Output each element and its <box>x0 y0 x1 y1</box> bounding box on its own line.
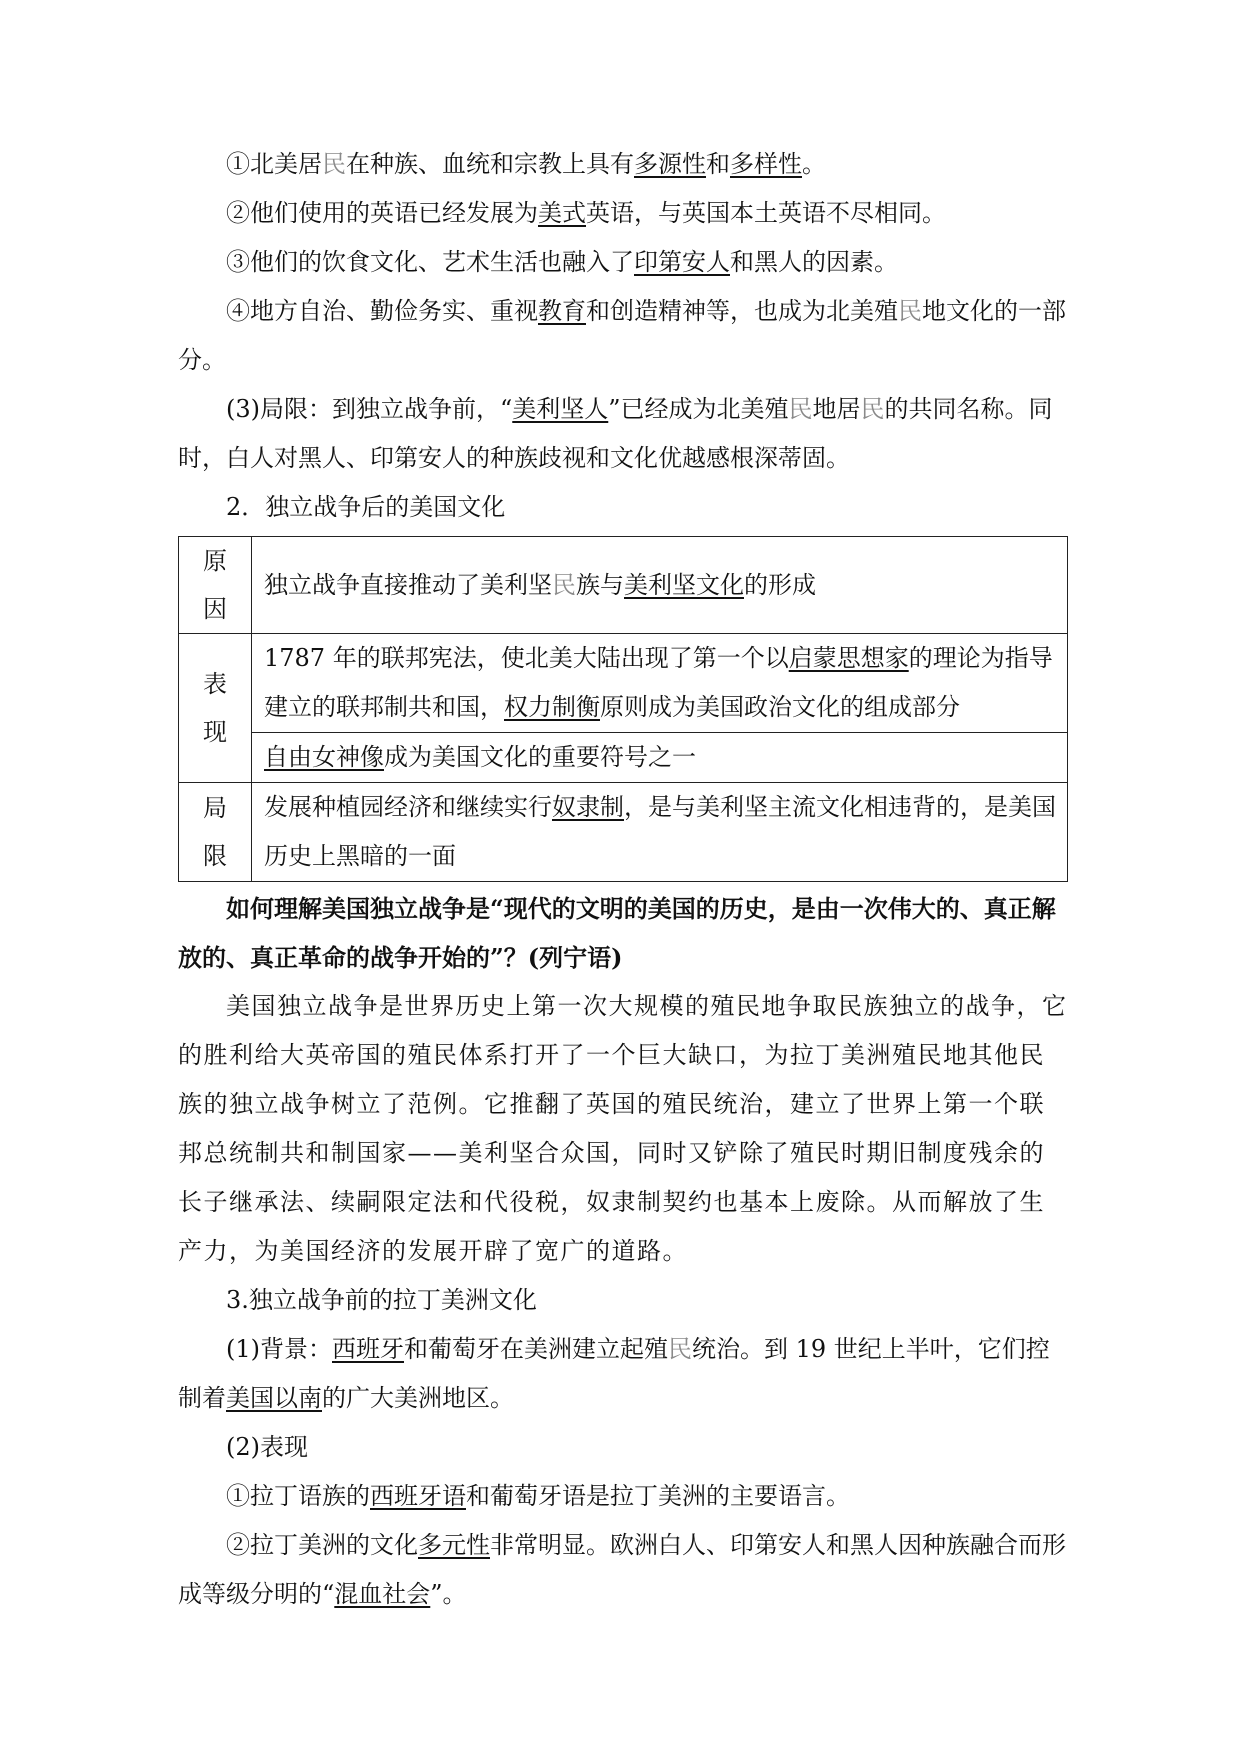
table-row <box>179 733 1068 783</box>
culture-item-3: ③他们的饮食文化、艺术生活也融入了印第安人和黑人的因素。 <box>226 248 898 276</box>
culture-item-1: ①北美居民在种族、血统和宗教上具有多源性和多样性。 <box>226 150 826 178</box>
latin-background: (1)背景：西班牙和葡萄牙在美洲建立起殖民统治。到 19 世纪上半叶，它们控制着美国以南的广大美洲地区。 <box>178 1335 1050 1412</box>
culture-item-4: ④地方自治、勤俭务实、重视教育和创造精神等，也成为北美殖民地文化的一部分。 <box>178 297 1066 374</box>
document-page <box>178 140 1068 1619</box>
latin-performance-title: (2)表现 <box>226 1433 308 1461</box>
culture-limitation: (3)局限：到独立战争前，“美利坚人”已经成为北美殖民地居民的共同名称。同时，白人对黑人、印第安人的种族歧视和文化优越感根深蒂固。 <box>178 395 1053 472</box>
latin-item-1: ①拉丁语族的西班牙语和葡萄牙语是拉丁美洲的主要语言。 <box>226 1482 850 1510</box>
table-row <box>179 783 1068 882</box>
question: 如何理解美国独立战争是“现代的文明的美国的历史，是由一次伟大的、真正解放的、真正革命的战争开始的”？(列宁语) <box>178 894 1056 972</box>
performance-cell-2: 自由女神像成为美国文化的重要符号之一 <box>252 733 1068 783</box>
row-head-performance: 表现 <box>179 634 252 783</box>
answer: 美国独立战争是世界历史上第一次大规模的殖民地争取民族独立的战争，它的胜利给大英帝国的殖民体系打开了一个巨大缺口，为拉丁美洲殖民地其他民族的独立战争树立了范例。它推翻了英国的殖民统治，建立了世界上第一个联邦总统制共和制国家——美利坚合众国，同时又铲除了殖民时期旧制度残余的长子继承法、续嗣限定法和代役税，奴隶制契约也基本上废除。从而解放了生产力，为美国经济的发展开辟了宽广的道路。 <box>178 992 1068 1265</box>
cause-cell: 独立战争直接推动了美利坚民族与美利坚文化的形成 <box>252 537 1068 634</box>
row-head-limitation: 局限 <box>179 783 252 882</box>
section-2-title: 2．独立战争后的美国文化 <box>226 493 506 521</box>
performance-cell-1: 1787 年的联邦宪法，使北美大陆出现了第一个以启蒙思想家的理论为指导建立的联邦制共和国，权力制衡原则成为美国政治文化的组成部分 <box>252 634 1068 733</box>
culture-item-2: ②他们使用的英语已经发展为美式英语，与英国本土英语不尽相同。 <box>226 199 946 227</box>
table-row <box>179 634 1068 733</box>
section-3-title: 3.独立战争前的拉丁美洲文化 <box>226 1286 537 1314</box>
table-row <box>179 537 1068 634</box>
post-war-culture-table <box>178 536 1068 882</box>
limitation-cell: 发展种植园经济和继续实行奴隶制，是与美利坚主流文化相违背的，是美国历史上黑暗的一面 <box>252 783 1068 882</box>
latin-item-2: ②拉丁美洲的文化多元性非常明显。欧洲白人、印第安人和黑人因种族融合而形成等级分明的“混血社会”。 <box>178 1531 1066 1608</box>
row-head-cause: 原因 <box>179 537 252 634</box>
